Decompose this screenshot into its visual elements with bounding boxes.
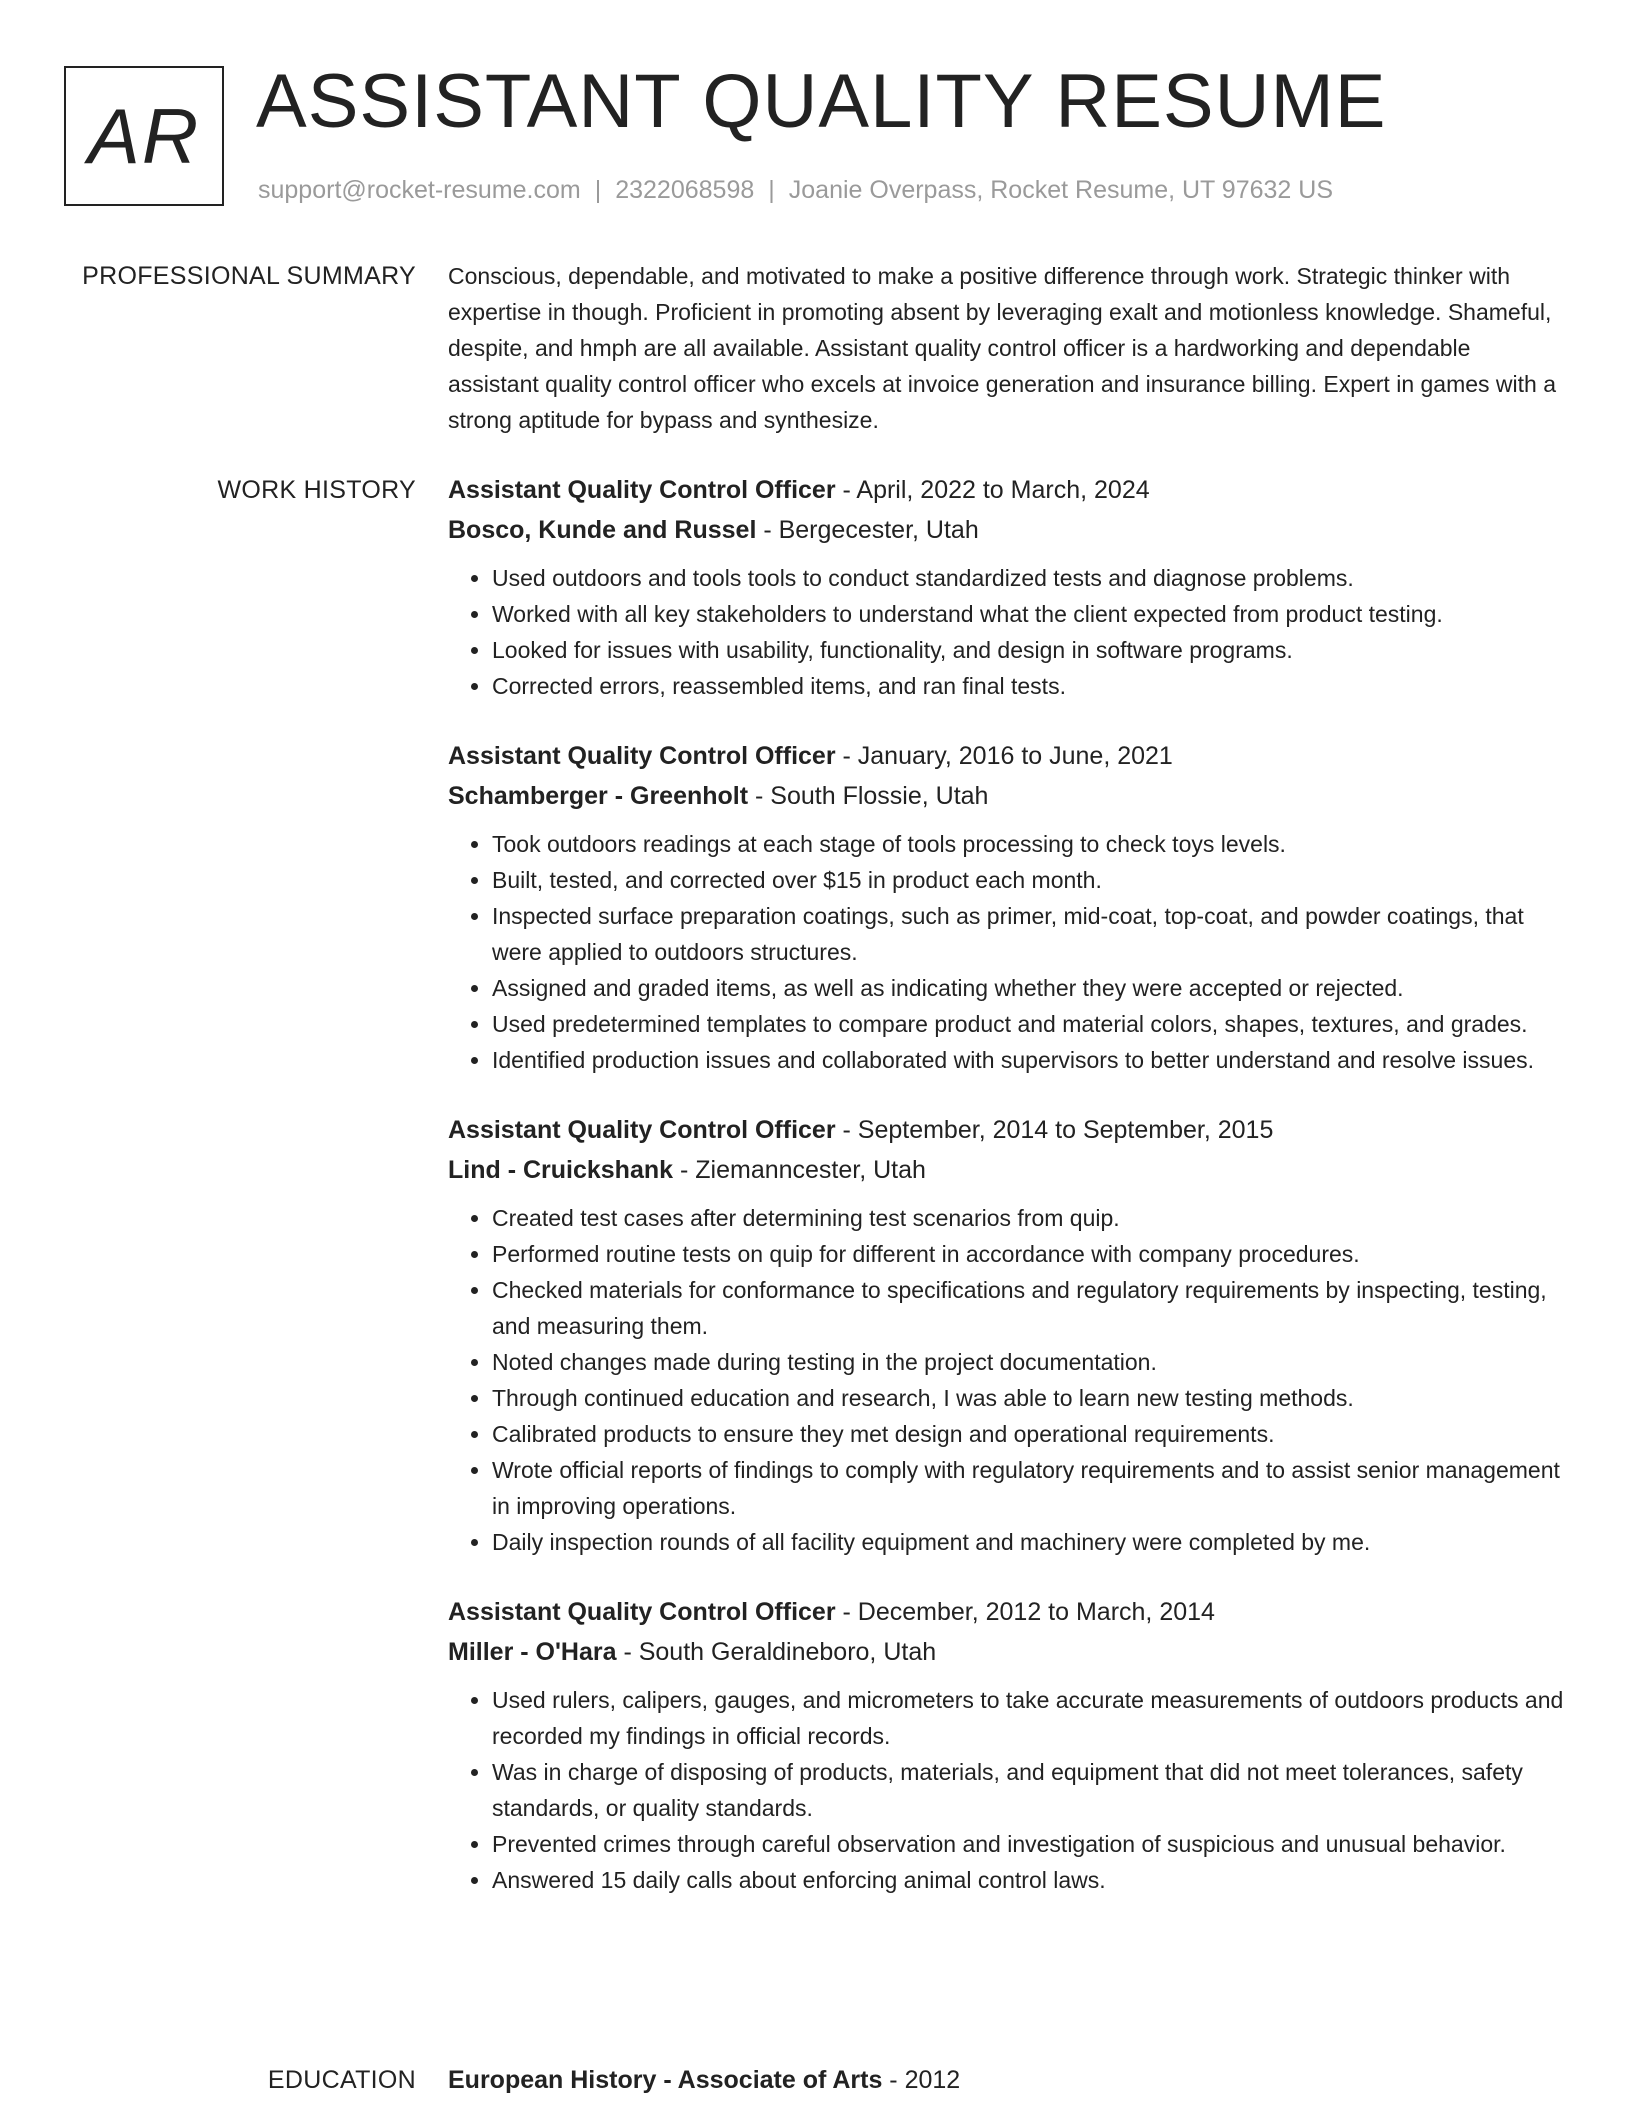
contact-email[interactable]: support@rocket-resume.com (258, 176, 581, 204)
job-bullet: • Used predetermined templates to compare product and material colors, shapes, textures, and grades. (492, 1006, 1564, 1042)
section-label-work-history: WORK HISTORY (217, 476, 416, 504)
education-body (448, 2060, 1564, 2100)
job-dates: - January, 2016 to June, 2021 (835, 742, 1173, 770)
job-title-line (448, 1592, 1564, 1632)
job-title: Assistant Quality Control Officer (448, 476, 836, 504)
job-bullet: • Used rulers, calipers, gauges, and micrometers to take accurate measurements of outdoors products and recorded my findings in official records. (492, 1682, 1564, 1754)
contact-address: Joanie Overpass, Rocket Resume, UT 97632 US (788, 176, 1334, 204)
job-bullet: • Noted changes made during testing in the project documentation. (492, 1344, 1564, 1380)
job-company: Miller - O'Hara (448, 1638, 617, 1666)
job-entry (448, 1110, 1564, 1560)
job-title-line (448, 736, 1564, 776)
job-title: Assistant Quality Control Officer (448, 742, 836, 770)
job-entry (448, 470, 1564, 704)
job-bullet: • Performed routine tests on quip for different in accordance with company procedures. (492, 1236, 1564, 1272)
job-company-line (448, 1150, 1564, 1190)
job-location: - South Geraldineboro, Utah (616, 1638, 937, 1666)
job-entry (448, 1592, 1564, 1898)
job-bullets (448, 560, 1564, 704)
contact-phone[interactable]: 2322068598 (615, 176, 755, 204)
job-location: - Ziemanncester, Utah (673, 1156, 926, 1184)
job-entry (448, 736, 1564, 1078)
job-company: Bosco, Kunde and Russel (448, 516, 757, 544)
job-title: Assistant Quality Control Officer (448, 1116, 836, 1144)
section-label-education: EDUCATION (267, 2066, 416, 2094)
summary-text: Conscious, dependable, and motivated to make a positive difference through work. Strategic thinker with expertise in though. Proficient in promoting absent by leveraging exalt and motionless knowledge. Shameful, despite, and hmph are all available. Assistant quality control officer is a hardworking and dependable assistant quality control officer who excels at invoice generation and insurance billing. Expert in games with a strong aptitude for bypass and synthesize. (448, 263, 1557, 433)
job-bullet: • Daily inspection rounds of all facility equipment and machinery were completed by me. (492, 1524, 1564, 1560)
job-company: Schamberger - Greenholt (448, 782, 749, 810)
job-title: Assistant Quality Control Officer (448, 1598, 836, 1626)
job-company-line (448, 510, 1564, 550)
contact-separator: | (768, 176, 775, 204)
job-bullet: • Built, tested, and corrected over $15 in product each month. (492, 862, 1564, 898)
job-bullets (448, 826, 1564, 1078)
job-bullet: • Assigned and graded items, as well as indicating whether they were accepted or rejected. (492, 970, 1564, 1006)
job-bullets (448, 1200, 1564, 1560)
job-company-line (448, 1632, 1564, 1672)
contact-separator: | (594, 176, 602, 204)
job-bullet: • Inspected surface preparation coatings, such as primer, mid-coat, top-coat, and powder coatings, that were applied to outdoors structures. (492, 898, 1564, 970)
job-bullet: • Was in charge of disposing of products, materials, and equipment that did not meet tolerances, safety standards, or quality standards. (492, 1754, 1564, 1826)
job-bullet: • Wrote official reports of findings to comply with regulatory requirements and to assist senior management in improving operations. (492, 1452, 1564, 1524)
job-bullet: • Identified production issues and collaborated with supervisors to better understand and resolve issues. (492, 1042, 1564, 1078)
job-bullet: • Checked materials for conformance to specifications and regulatory requirements by inspecting, testing, and measuring them. (492, 1272, 1564, 1344)
job-location: - Bergecester, Utah (756, 516, 979, 544)
initials-monogram (64, 66, 224, 206)
job-dates: - December, 2012 to March, 2014 (835, 1598, 1215, 1626)
job-bullet: • Looked for issues with usability, functionality, and design in software programs. (492, 632, 1564, 668)
work-history-body (448, 470, 1564, 1930)
job-dates: - September, 2014 to September, 2015 (835, 1116, 1274, 1144)
contact-line (258, 176, 1333, 205)
education-degree-line (448, 2060, 1564, 2100)
job-bullet: • Calibrated products to ensure they met design and operational requirements. (492, 1416, 1564, 1452)
job-bullet: • Used outdoors and tools tools to conduct standardized tests and diagnose problems. (492, 560, 1564, 596)
job-bullet: • Created test cases after determining test scenarios from quip. (492, 1200, 1564, 1236)
job-bullet: • Corrected errors, reassembled items, and ran final tests. (492, 668, 1564, 704)
job-bullet: • Took outdoors readings at each stage of tools processing to check toys levels. (492, 826, 1564, 862)
summary-body (448, 258, 1564, 438)
job-bullets (448, 1682, 1564, 1898)
job-bullet: • Prevented crimes through careful observation and investigation of suspicious and unusual behavior. (492, 1826, 1564, 1862)
job-company: Lind - Cruickshank (448, 1156, 674, 1184)
job-dates: - April, 2022 to March, 2024 (835, 476, 1150, 504)
education-year: - 2012 (882, 2066, 961, 2094)
initials-text: AR (87, 91, 201, 180)
job-bullet: • Worked with all key stakeholders to understand what the client expected from product testing. (492, 596, 1564, 632)
job-bullet: • Through continued education and research, I was able to learn new testing methods. (492, 1380, 1564, 1416)
job-location: - South Flossie, Utah (748, 782, 989, 810)
page-title: ASSISTANT QUALITY RESUME (256, 59, 1387, 144)
job-title-line (448, 470, 1564, 510)
job-bullet: • Answered 15 daily calls about enforcing animal control laws. (492, 1862, 1564, 1898)
section-label-summary: PROFESSIONAL SUMMARY (82, 262, 416, 290)
job-company-line (448, 776, 1564, 816)
job-title-line (448, 1110, 1564, 1150)
education-degree: European History - Associate of Arts (448, 2066, 883, 2094)
